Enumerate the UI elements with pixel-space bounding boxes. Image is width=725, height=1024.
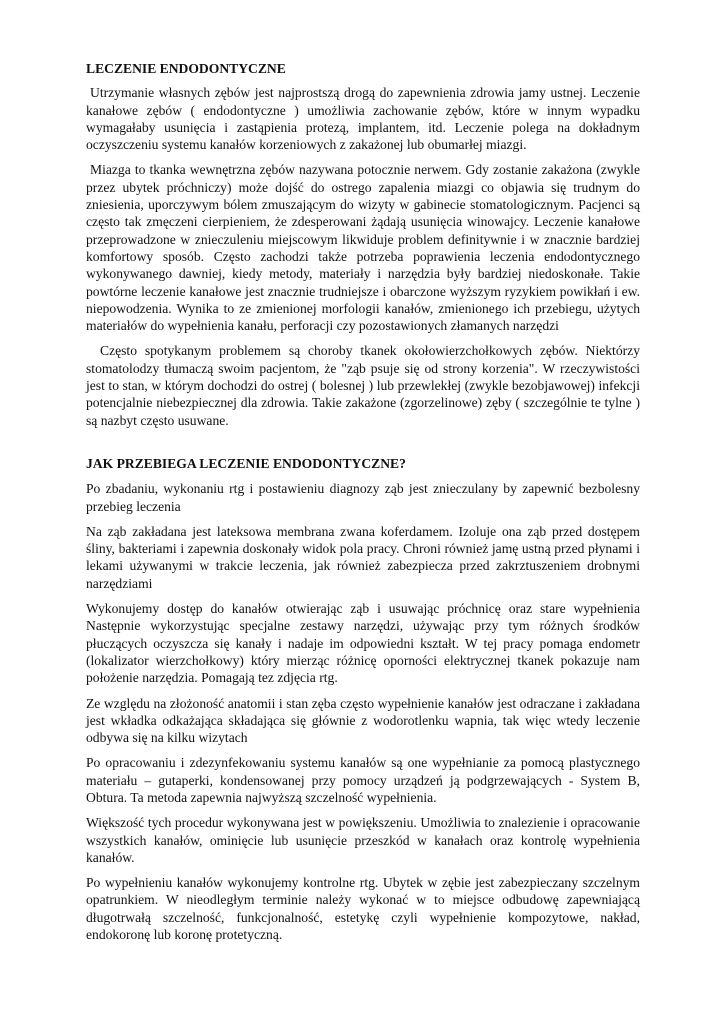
intro-paragraph-3: Często spotykanym problemem są choroby tkanek okołowierzchołkowych zębów. Niektórzy stomatolodzy tłumaczą swoim pacjentom, że "ząb psuje się od strony korzenia". W rzeczywistości jest to stan, w którym dochodzi do ostrej ( bolesnej ) lub przewlekłej (zwykle bezobjawowej) infekcji potencjalnie niebezpiecznej dla zdrowia. Takie zakażone (zgorzelinowe) zęby ( szczególnie te tylne ) są nazbyt często usuwane. [86, 343, 640, 428]
intro-paragraph-1: Utrzymanie własnych zębów jest najprostszą drogą do zapewnienia zdrowia jamy ustnej. Leczenie kanałowe zębów ( endodontyczne ) umożliwia zachowanie zębów, które w innym wypadku wymagałaby usunięcia i zastąpienia protezą, implantem, itd. Leczenie polega na dokładnym oczyszczeniu systemu kanałów korzeniowych z zakażonej lub obumarłej miazgi. [86, 85, 640, 153]
procedure-paragraph-4: Ze względu na złożoność anatomii i stan zęba często wypełnienie kanałów jest odraczane i zakładana jest wkładka odkażająca składająca się głównie z wodorotlenku wapnia, tak więc wtedy leczenie odbywa się na kilku wizytach [86, 695, 640, 746]
procedure-paragraph-3: Wykonujemy dostęp do kanałów otwierając ząb i usuwając próchnicę oraz stare wypełnienia Następnie wykorzystując specjalne zestawy narzędzi, używając przy tym różnych środków płuczących oczyszcza się kanały i nadaje im odpowiedni kształt. W tej pracy pomaga endometr (lokalizator wierzchołkowy) który mierząc różnicę oporności elektrycznej tkanek pokazuje nam położenie narzędzia. Pomagają tez zdjęcia rtg. [86, 601, 640, 686]
procedure-paragraph-7: Po wypełnieniu kanałów wykonujemy kontrolne rtg. Ubytek w zębie jest zabezpieczany szczelnym opatrunkiem. W nieodległym terminie należy wykonać w to miejsce odbudowę zapewniającą długotrwałą szczelność, funkcjonalność, estetykę czyli wypełnienie kompozytowe, nakład, endokoronę lub koronę protetyczną. [86, 875, 640, 943]
procedure-paragraph-1: Po zbadaniu, wykonaniu rtg i postawieniu diagnozy ząb jest znieczulany by zapewnić bezbolesny przebieg leczenia [86, 481, 640, 514]
section-heading: JAK PRZEBIEGA LECZENIE ENDODONTYCZNE? [86, 455, 406, 471]
intro-paragraph-2: Miazga to tkanka wewnętrzna zębów nazywana potocznie nerwem. Gdy zostanie zakażona (zwykle przez ubytek próchniczy) może dojść do ostrego zapalenia miazgi co objawia się trudnym do zniesienia, uporczywym bólem zmuszającym do wizyty w gabinecie stomatologicznym. Pacjenci są często tak zmęczeni cierpieniem, że zdesperowani żądają usunięcia winowajcy. Leczenie kanałowe przeprowadzone w znieczuleniu miejscowym likwiduje problem definitywnie i w znacznie bardziej komfortowy sposób. Często zachodzi także potrzeba poprawienia leczenia endodontycznego wykonywanego dawniej, kiedy metody, materiały i narzędzia były bardziej niedoskonałe. Takie powtórne leczenie kanałowe jest znacznie trudniejsze i obarczone wyższym ryzykiem powikłań i ew. niepowodzenia. Wynika to ze zmienionej morfologii kanałów, zmienionego ich przebiegu, użytych materiałów do wypełnienia kanału, perforacji czy pozostawionych złamanych narzędzi [86, 162, 640, 334]
procedure-paragraph-5: Po opracowaniu i zdezynfekowaniu systemu kanałów są one wypełnianie za pomocą plastycznego materiału – gutaperki, kondensowanej przy pomocy urządzeń ją podgrzewających - System B, Obtura. Ta metoda zapewnia najwyższą szczelność wypełnienia. [86, 755, 640, 805]
document-page [86, 60, 640, 951]
procedure-paragraph-6: Większość tych procedur wykonywana jest w powiększeniu. Umożliwia to znalezienie i opracowanie wszystkich kanałów, ominięcie lub usunięcie przeszkód w kanałach oraz kontrolę wypełnienia kanałów. [86, 815, 640, 865]
procedure-paragraph-2: Na ząb zakładana jest lateksowa membrana zwana koferdamem. Izoluje ona ząb przed dostępem śliny, bakteriami i zapewnia doskonały widok pola pracy. Chroni również jamę ustną przed płynami i lekami używanymi w trakcie leczenia, jak również zabezpiecza przed zakrztuszeniem drobnymi narzędziami [86, 523, 640, 591]
document-title: LECZENIE ENDODONTYCZNE [86, 61, 286, 76]
